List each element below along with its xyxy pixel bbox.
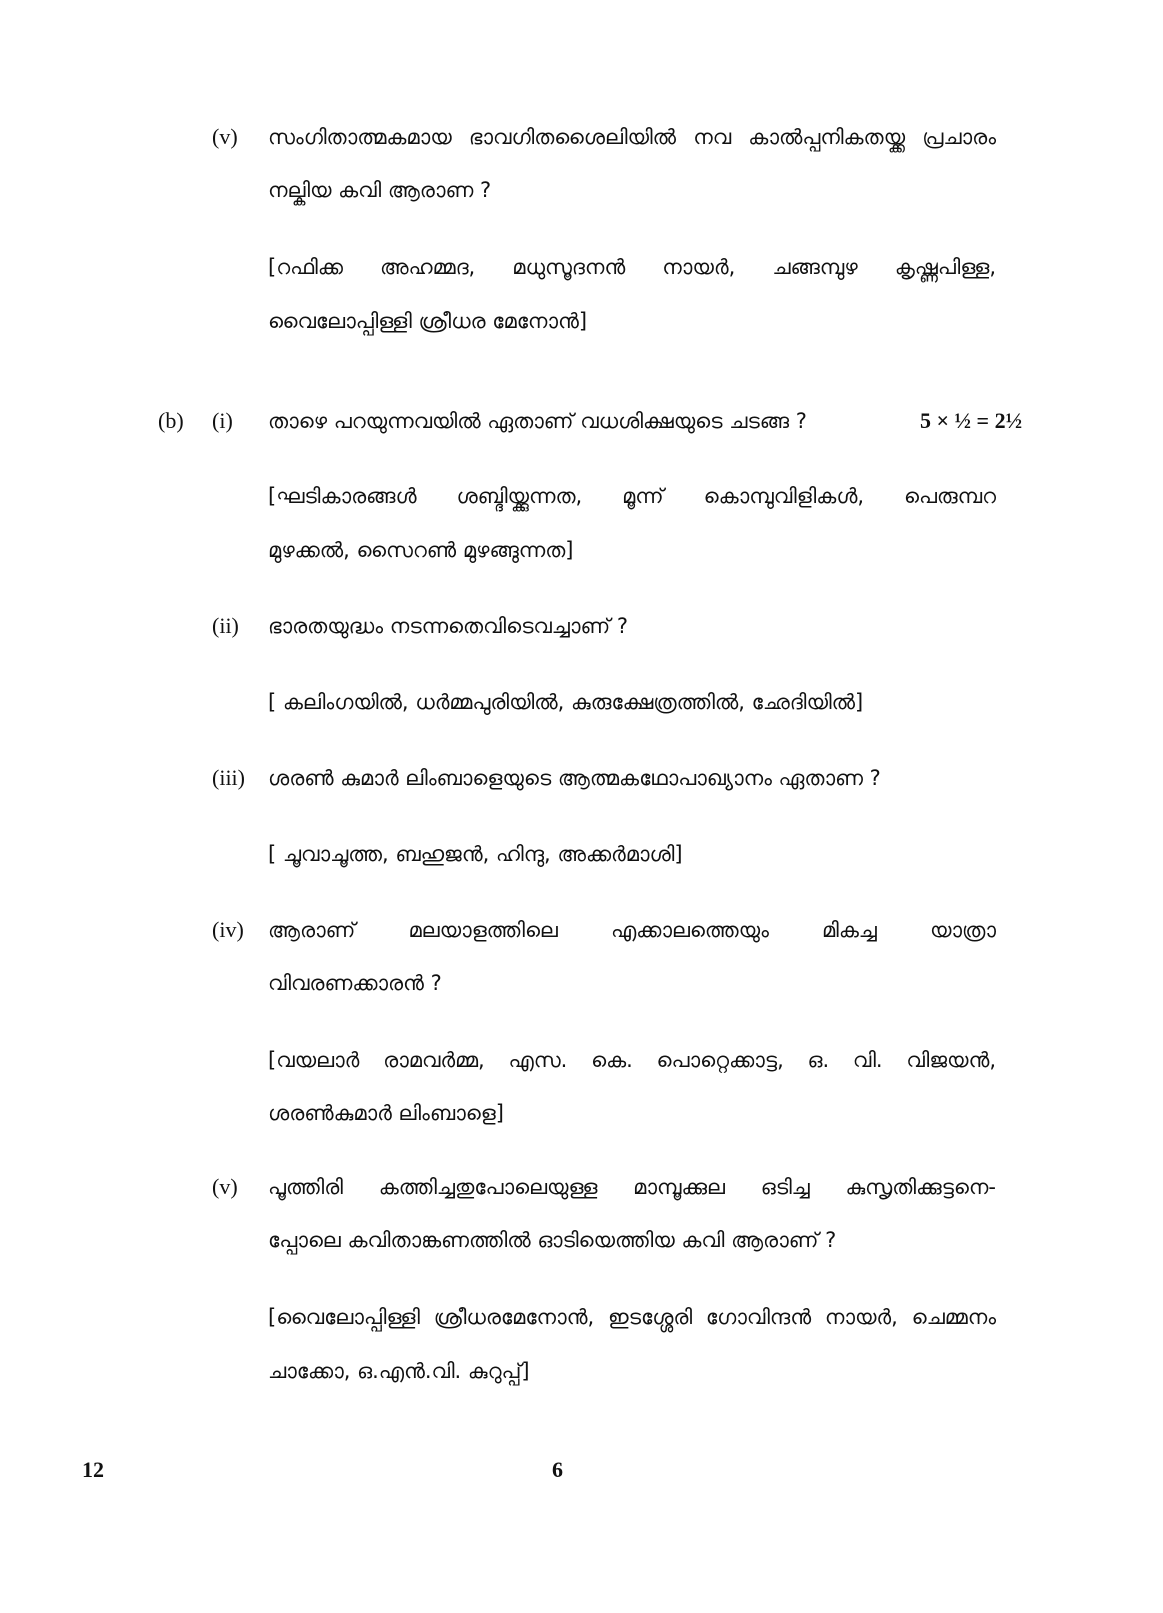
question-text: പൂത്തിരി കത്തിച്ചതുപോലെയുള്ള മാമ്പൂക്കുല ഒടിച്ച കുസൃതിക്കുട്ടനെ- [268,1175,996,1199]
question-label: (iii) [212,765,245,790]
question-text: ശരൺ കുമാർ ലിംബാളെയുടെ ആത്മകഥോപാഖ്യാനം ഏതാണ ? [268,766,881,790]
page-number: 6 [552,1457,563,1482]
question-options: മുഴക്കൽ, സൈറൺ മുഴങ്ങുന്നത] [268,538,574,562]
question-text: വിവരണക്കാരൻ ? [268,971,442,995]
question-options: [വൈലോപ്പിള്ളി ശ്രീധരമേനോൻ, ഇടശ്ശേരി ഗോവിന്ദൻ നായർ, ചെമ്മനം [268,1305,996,1329]
question-options: ചാക്കോ, ഒ.എൻ.വി. കുറുപ്പ്] [268,1359,530,1383]
question-text: താഴെ പറയുന്നവയിൽ ഏതാണ് വധശിക്ഷയുടെ ചടങ്ങ ? [268,409,807,433]
section-label: (b) [158,408,184,433]
question-text: ആരാണ് മലയാളത്തിലെ എക്കാലത്തെയും മികച്ച യാത്രാ [268,918,996,942]
paper-code: 12 [82,1457,104,1482]
question-label: (v) [212,1174,238,1199]
question-options: [ കലിംഗയിൽ, ധർമ്മപുരിയിൽ, കുരുക്ഷേത്രത്തിൽ, ഛേദിയിൽ] [268,690,864,714]
question-options: [റഫിക്ക അഹമ്മദ, മധുസൂദനൻ നായർ, ചങ്ങമ്പുഴ കൃഷ്ണപിള്ള, [268,255,996,279]
question-label: (v) [212,124,238,149]
question-text: സംഗിതാത്മകമായ ഭാവഗിതശൈലിയിൽ നവ കാൽപ്പനികതയ്ക്ക പ്രചാരം [268,125,996,149]
question-label: (iv) [212,917,244,942]
question-text: നല്കിയ കവി ആരാണ ? [268,178,492,202]
question-options: [വയലാർ രാമവർമ്മ, എസ. കെ. പൊറ്റെക്കാട്ട, ഒ. വി. വിജയൻ, [268,1048,996,1072]
question-label: (ii) [212,613,239,638]
marks: 5 × ½ = 2½ [920,408,1023,433]
question-text: ഭാരതയുദ്ധം നടന്നതെവിടെവച്ചാണ് ? [268,614,629,638]
question-options: വൈലോപ്പിള്ളി ശ്രീധര മേനോൻ] [268,309,588,333]
question-options: [ഘടികാരങ്ങൾ ശബ്ദിയ്ക്കുന്നത, മൂന്ന് കൊമ്പുവിളികൾ, പെരുമ്പറ [268,484,996,508]
question-label: (i) [212,408,233,433]
question-options: ശരൺകുമാർ ലിംബാളെ] [268,1101,504,1125]
question-text: പ്പോലെ കവിതാങ്കണത്തിൽ ഓടിയെത്തിയ കവി ആരാണ് ? [268,1228,837,1252]
question-options: [ ചൂവാചൂത്ത, ബഹുജൻ, ഹിന്ദു, അക്കർമാശി] [268,842,683,866]
